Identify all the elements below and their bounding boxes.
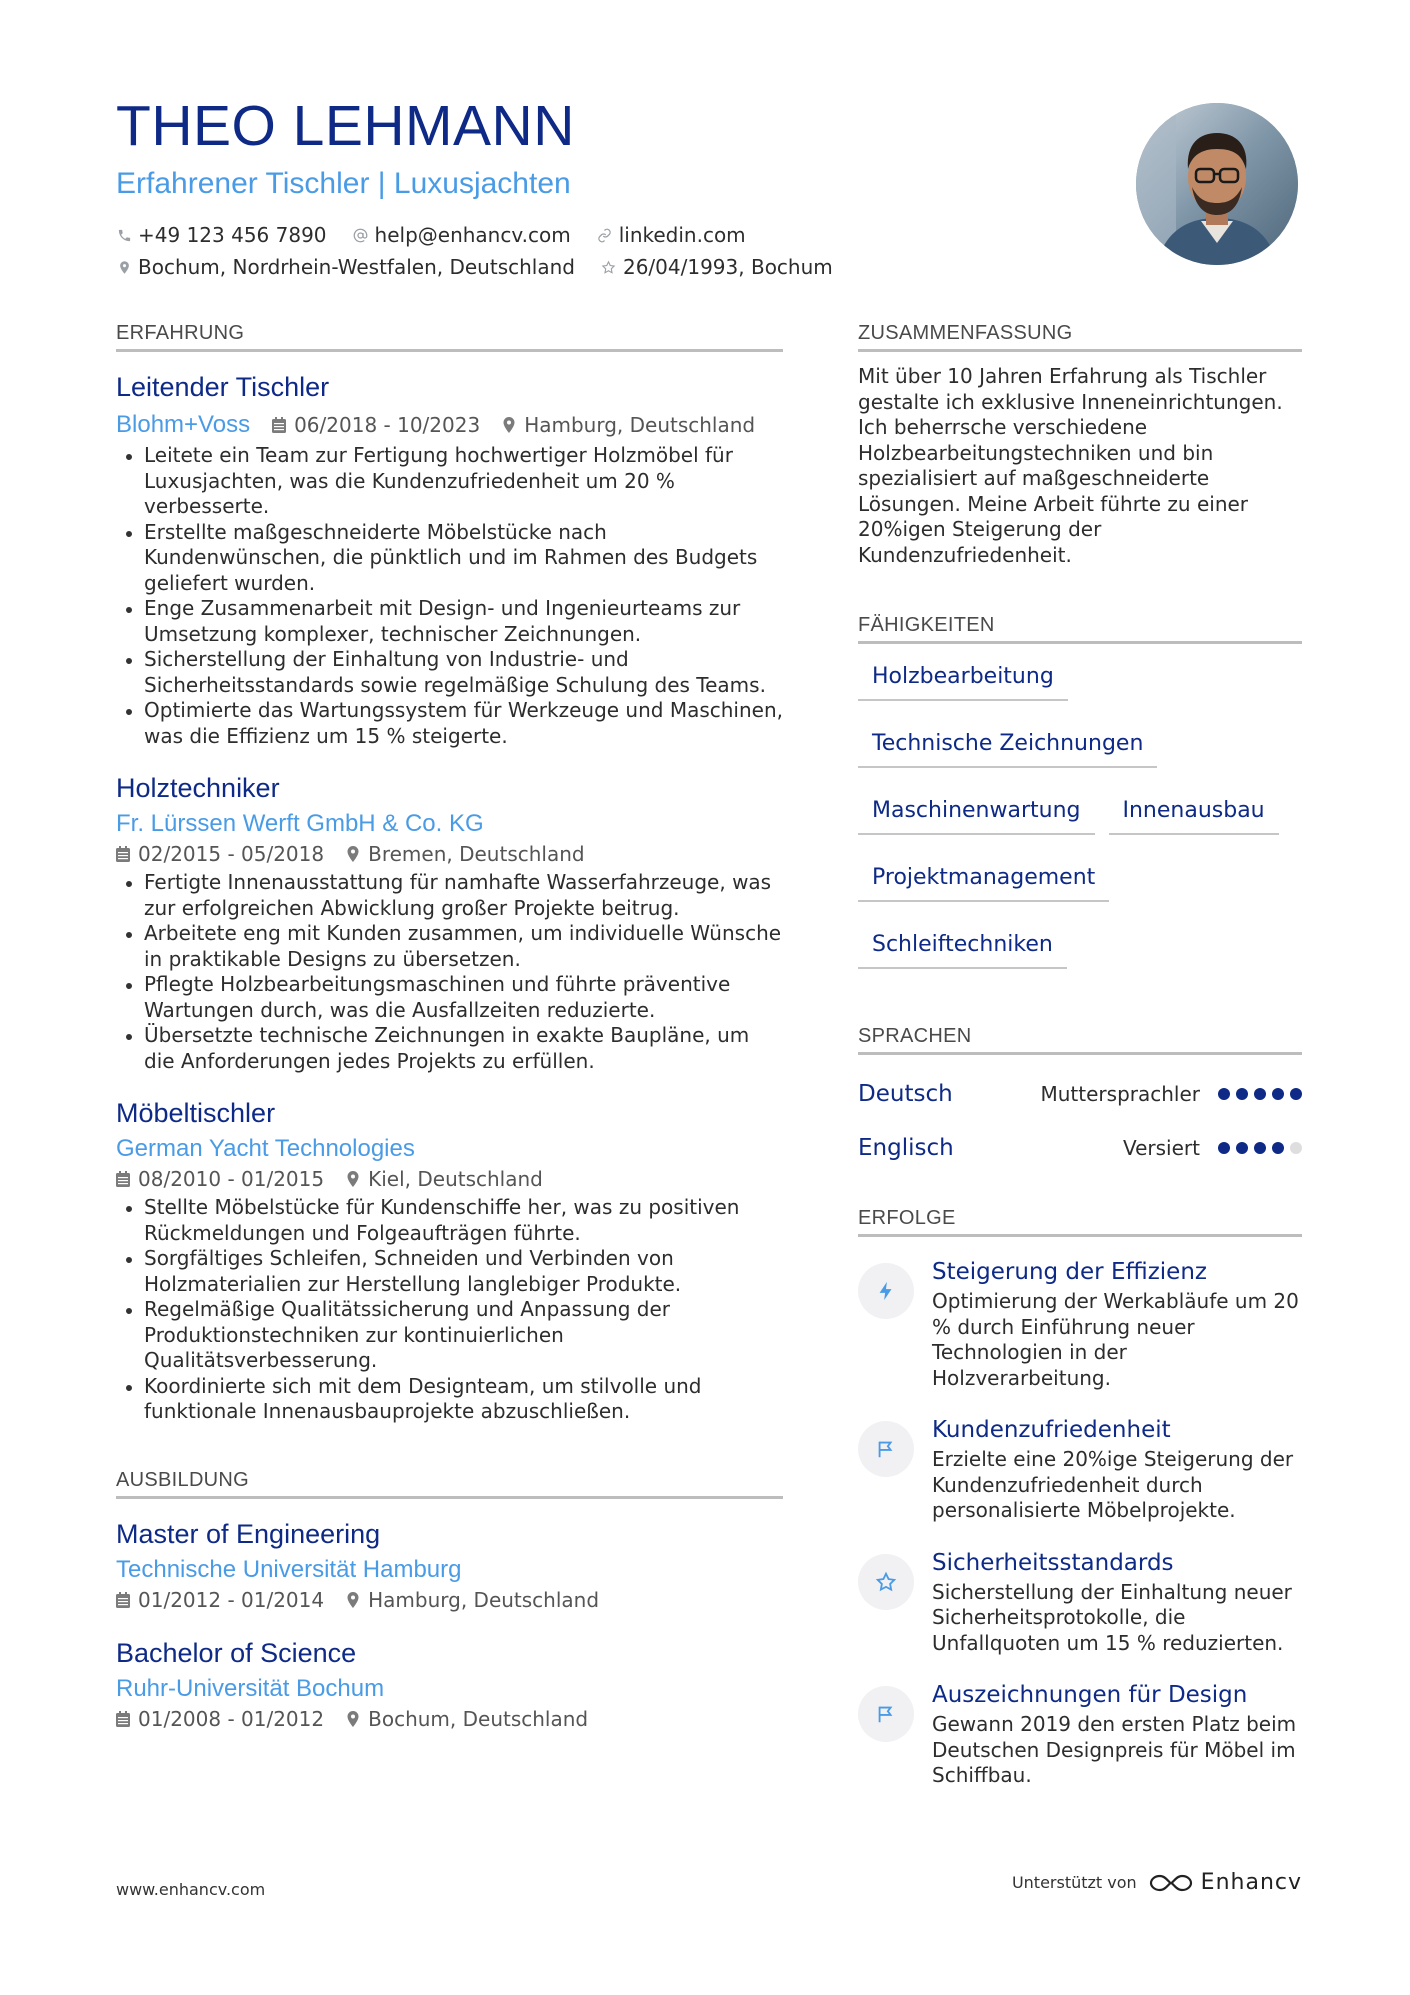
location-pin-icon xyxy=(346,1711,360,1727)
rating-dot-filled xyxy=(1236,1088,1248,1100)
rating-dot-filled xyxy=(1272,1142,1284,1154)
calendar-icon xyxy=(116,1592,130,1608)
rating-dot-empty xyxy=(1290,1142,1302,1154)
powered-by-text: Unterstützt von xyxy=(1011,1873,1137,1892)
footer-branding xyxy=(1012,1870,1302,1895)
achievement-item xyxy=(858,1682,1302,1789)
achievement-text: Sicherstellung der Einhaltung neuer Sicherheitsprotokolle, die Unfallquoten um 15 % reduzierten. xyxy=(932,1579,1292,1655)
skill-tag: Technische Zeichnungen xyxy=(858,725,1157,768)
location-text: Bochum, Nordrhein-Westfalen, Deutschland xyxy=(138,255,575,279)
job-bullets xyxy=(116,870,783,1074)
achievement-item xyxy=(858,1550,1302,1657)
skill-tag: Holzbearbeitung xyxy=(858,658,1068,701)
lightning-icon xyxy=(858,1263,914,1319)
school-name: Technische Universität Hamburg xyxy=(116,1555,462,1583)
star-outline-icon xyxy=(601,259,617,275)
edu-location: Hamburg, Deutschland xyxy=(346,1588,599,1612)
edu-location: Bochum, Deutschland xyxy=(346,1707,588,1731)
email-text: help@enhancv.com xyxy=(374,223,571,247)
profile-photo xyxy=(1136,103,1298,265)
company-name: Blohm+Voss xyxy=(116,411,251,438)
calendar-icon xyxy=(116,846,130,862)
job-location: Bremen, Deutschland xyxy=(346,842,584,866)
experience-entry xyxy=(116,1098,783,1425)
phone-text: +49 123 456 7890 xyxy=(138,223,327,247)
company-name: Fr. Lürssen Werft GmbH & Co. KG xyxy=(116,810,484,837)
birth-contact xyxy=(601,255,833,279)
calendar-icon xyxy=(272,417,286,433)
job-title: Möbeltischler xyxy=(116,1098,276,1128)
bullet-item: Stellte Möbelstücke für Kundenschiffe her, was zu positiven Rückmeldungen und Folgeaufträgen führte. xyxy=(116,1195,783,1246)
rating-dot-filled xyxy=(1254,1142,1266,1154)
summary-text: Mit über 10 Jahren Erfahrung als Tischler gestalte ich exklusive Inneneinrichtungen. Ich beherrsche verschiedene Holzbearbeitungstechniken und bin spezialisiert auf maßgeschneiderte Lösungen. Meine Arbeit führte zu einer 20%igen Steigerung der Kundenzufriedenheit. xyxy=(858,364,1283,567)
language-name: Deutsch xyxy=(858,1081,953,1107)
job-dates: 06/2018 - 10/2023 xyxy=(272,413,480,437)
experience-heading: ERFAHRUNG xyxy=(116,322,783,352)
language-level: Versiert xyxy=(1122,1136,1200,1160)
experience-entry xyxy=(116,773,783,1074)
skill-tag: Projektmanagement xyxy=(858,859,1109,902)
achievement-text: Gewann 2019 den ersten Platz beim Deutschen Designpreis für Möbel im Schiffbau. xyxy=(932,1712,1297,1787)
enhancv-logo[interactable] xyxy=(1149,1870,1302,1895)
language-level: Muttersprachler xyxy=(1040,1082,1200,1106)
achievement-item xyxy=(858,1259,1302,1391)
school-name: Ruhr-Universität Bochum xyxy=(116,1674,385,1702)
candidate-name: THEO LEHMANN xyxy=(116,94,575,158)
bullet-item: Optimierte das Wartungssystem für Werkzeuge und Maschinen, was die Effizienz um 15 % steigerte. xyxy=(116,698,783,749)
birth-text: 26/04/1993, Bochum xyxy=(622,255,833,279)
edu-dates: 01/2012 - 01/2014 xyxy=(116,1588,324,1612)
right-column xyxy=(858,322,1302,1789)
infinity-logo-icon xyxy=(1149,1872,1193,1894)
achievements-heading: ERFOLGE xyxy=(858,1207,1302,1237)
flag-icon xyxy=(858,1686,914,1742)
star-icon xyxy=(858,1554,914,1610)
experience-entry xyxy=(116,372,783,749)
bullet-item: Erstellte maßgeschneiderte Möbelstücke nach Kundenwünschen, die pünktlich und im Rahmen des Budgets geliefert wurden. xyxy=(116,520,783,597)
location-pin-icon xyxy=(346,846,360,862)
header xyxy=(116,94,1116,283)
job-bullets xyxy=(116,443,783,749)
candidate-headline: Erfahrener Tischler | Luxusjachten xyxy=(116,167,571,200)
education-entry xyxy=(116,1519,783,1612)
at-icon xyxy=(353,227,369,243)
degree-title: Bachelor of Science xyxy=(116,1637,357,1668)
link-icon xyxy=(597,227,613,243)
linkedin-contact[interactable] xyxy=(597,223,746,247)
bullet-item: Enge Zusammenarbeit mit Design- und Ingenieurteams zur Umsetzung komplexer, technischer Zeichnungen. xyxy=(116,596,783,647)
linkedin-text: linkedin.com xyxy=(618,223,746,247)
flag-icon xyxy=(858,1421,914,1477)
bullet-item: Leitete ein Team zur Fertigung hochwertiger Holzmöbel für Luxusjachten, was die Kundenzufriedenheit um 20 % verbesserte. xyxy=(116,443,783,520)
email-contact[interactable] xyxy=(353,223,571,247)
rating-dot-filled xyxy=(1236,1142,1248,1154)
job-location: Kiel, Deutschland xyxy=(346,1167,543,1191)
skill-tag: Maschinenwartung xyxy=(858,792,1095,835)
achievement-title: Kundenzufriedenheit xyxy=(932,1417,1171,1443)
edu-dates: 01/2008 - 01/2012 xyxy=(116,1707,324,1731)
rating-dot-filled xyxy=(1272,1088,1284,1100)
education-heading: AUSBILDUNG xyxy=(116,1469,783,1499)
achievement-item xyxy=(858,1417,1302,1524)
job-dates: 02/2015 - 05/2018 xyxy=(116,842,324,866)
skills-list xyxy=(858,658,1302,969)
language-rating xyxy=(1218,1142,1302,1154)
language-name: Englisch xyxy=(858,1135,954,1161)
job-location: Hamburg, Deutschland xyxy=(502,413,755,437)
job-title: Leitender Tischler xyxy=(116,372,330,402)
location-pin-icon xyxy=(116,259,132,275)
bullet-item: Sorgfältiges Schleifen, Schneiden und Verbinden von Holzmaterialien zur Herstellung langlebiger Produkte. xyxy=(116,1246,783,1297)
phone-contact[interactable] xyxy=(116,223,327,247)
location-pin-icon xyxy=(502,417,516,433)
job-title: Holztechniker xyxy=(116,773,280,803)
achievement-title: Auszeichnungen für Design xyxy=(932,1682,1248,1708)
footer-website[interactable]: www.enhancv.com xyxy=(116,1880,266,1899)
bullet-item: Übersetzte technische Zeichnungen in exakte Baupläne, um die Anforderungen jedes Projekts zu erfüllen. xyxy=(116,1023,783,1074)
location-contact xyxy=(116,255,575,279)
language-row xyxy=(858,1121,1302,1175)
calendar-icon xyxy=(116,1711,130,1727)
skill-tag: Innenausbau xyxy=(1109,792,1279,835)
languages-list xyxy=(858,1067,1302,1175)
degree-title: Master of Engineering xyxy=(116,1518,381,1549)
job-dates: 08/2010 - 01/2015 xyxy=(116,1167,324,1191)
phone-icon xyxy=(116,227,132,243)
brand-name: Enhancv xyxy=(1200,1870,1302,1895)
bullet-item: Sicherstellung der Einhaltung von Industrie- und Sicherheitsstandards sowie regelmäßige Schulung des Teams. xyxy=(116,647,783,698)
bullet-item: Regelmäßige Qualitätssicherung und Anpassung der Produktionstechniken zur kontinuierlichen Qualitätsverbesserung. xyxy=(116,1297,783,1374)
skill-tag: Schleiftechniken xyxy=(858,926,1067,969)
bullet-item: Arbeitete eng mit Kunden zusammen, um individuelle Wünsche in praktikable Designs zu übersetzen. xyxy=(116,921,783,972)
job-bullets xyxy=(116,1195,783,1425)
bullet-item: Fertigte Innenausstattung für namhafte Wasserfahrzeuge, was zur erfolgreichen Abwicklung großer Projekte beitrug. xyxy=(116,870,783,921)
location-pin-icon xyxy=(346,1171,360,1187)
language-rating xyxy=(1218,1088,1302,1100)
location-pin-icon xyxy=(346,1592,360,1608)
achievement-text: Erzielte eine 20%ige Steigerung der Kundenzufriedenheit durch personalisierte Möbelprojekte. xyxy=(932,1447,1294,1522)
bullet-item: Koordinierte sich mit dem Designteam, um stilvolle und funktionale Innenausbauprojekte abzuschließen. xyxy=(116,1374,783,1425)
achievement-title: Steigerung der Effizienz xyxy=(932,1259,1207,1285)
rating-dot-filled xyxy=(1218,1088,1230,1100)
achievement-text: Optimierung der Werkabläufe um 20 % durch Einführung neuer Technologien in der Holzverarbeitung. xyxy=(932,1289,1299,1390)
achievement-title: Sicherheitsstandards xyxy=(932,1549,1174,1576)
calendar-icon xyxy=(116,1171,130,1187)
summary-heading: ZUSAMMENFASSUNG xyxy=(858,322,1302,352)
rating-dot-filled xyxy=(1254,1088,1266,1100)
rating-dot-filled xyxy=(1218,1142,1230,1154)
contact-info xyxy=(116,219,1116,283)
left-column xyxy=(116,322,783,1731)
rating-dot-filled xyxy=(1290,1088,1302,1100)
language-row xyxy=(858,1067,1302,1121)
company-name: German Yacht Technologies xyxy=(116,1135,415,1162)
bullet-item: Pflegte Holzbearbeitungsmaschinen und führte präventive Wartungen durch, was die Ausfallzeiten reduzierte. xyxy=(116,972,783,1023)
profile-photo-image xyxy=(1136,103,1298,265)
languages-heading: SPRACHEN xyxy=(858,1025,1302,1055)
skills-heading: FÄHIGKEITEN xyxy=(858,614,1302,644)
education-entry xyxy=(116,1638,783,1731)
